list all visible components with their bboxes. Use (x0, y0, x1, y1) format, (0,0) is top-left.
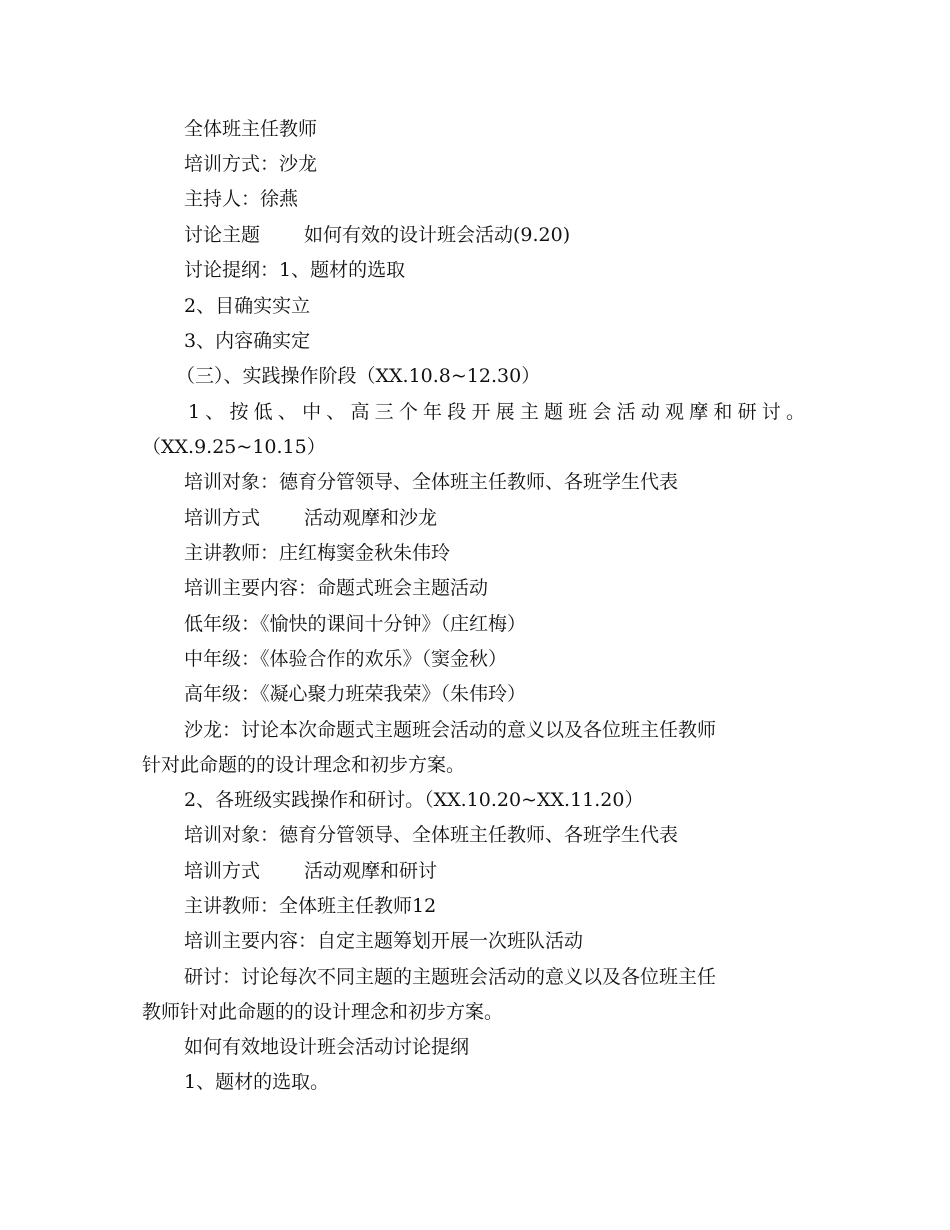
text-segment: 培训方式 (184, 860, 261, 882)
text-line: 全体班主任教师 (184, 118, 318, 140)
text-line: 1、题材的选取。 (184, 1071, 330, 1093)
text-line: 3、内容确实定 (184, 330, 311, 352)
text-segment: 培训方式 (184, 507, 261, 529)
text-line-two-part (184, 506, 437, 530)
text-segment: 讨论主题 (184, 224, 261, 246)
section-heading: （三）、实践操作阶段（XX.10.8~12.30） (176, 365, 541, 387)
text-segment: 活动观摩和研讨 (304, 860, 438, 882)
text-line: 沙龙：讨论本次命题式主题班会活动的意义以及各位班主任教师 (184, 719, 717, 741)
text-line: 讨论提纲：1、题材的选取 (184, 259, 406, 281)
text-line: 培训主要内容：自定主题筹划开展一次班队活动 (184, 930, 584, 952)
text-line: 培训对象：德育分管领导、全体班主任教师、各班学生代表 (184, 471, 679, 493)
text-line-two-part (184, 859, 437, 883)
text-line: 培训方式：沙龙 (184, 153, 318, 175)
text-line: 教师针对此命题的的设计理念和初步方案。 (142, 1001, 504, 1023)
text-line: 培训对象：德育分管领导、全体班主任教师、各班学生代表 (184, 824, 679, 846)
text-line: 针对此命题的的设计理念和初步方案。 (142, 754, 466, 776)
text-line: 1、按低、中、高三个年段开展主题班会活动观摩和研讨。 (188, 401, 805, 423)
text-line: 主讲教师：庄红梅窦金秋朱伟玲 (184, 542, 451, 564)
text-line: 高年级：《凝心聚力班荣我荣》（朱伟玲） (184, 683, 527, 705)
text-segment: 活动观摩和沙龙 (304, 507, 438, 529)
text-line: 2、目确实实立 (184, 295, 311, 317)
text-line: 如何有效地设计班会活动讨论提纲 (184, 1036, 470, 1058)
text-line: 低年级：《愉快的课间十分钟》（庄红梅） (184, 613, 527, 635)
text-line: 主持人：徐燕 (184, 188, 299, 210)
text-line: （XX.9.25~10.15） (142, 436, 326, 458)
text-line: 培训主要内容：命题式班会主题活动 (184, 577, 489, 599)
text-line: 2、各班级实践操作和研讨。（XX.10.20~XX.11.20） (184, 789, 644, 811)
text-line-two-part (184, 223, 570, 247)
text-line: 研讨：讨论每次不同主题的主题班会活动的意义以及各位班主任 (184, 966, 717, 988)
text-line: 中年级：《体验合作的欢乐》（窦金秋） (184, 648, 508, 670)
text-segment: 如何有效的设计班会活动(9.20) (304, 224, 571, 246)
text-line: 主讲教师：全体班主任教师12 (184, 895, 437, 917)
